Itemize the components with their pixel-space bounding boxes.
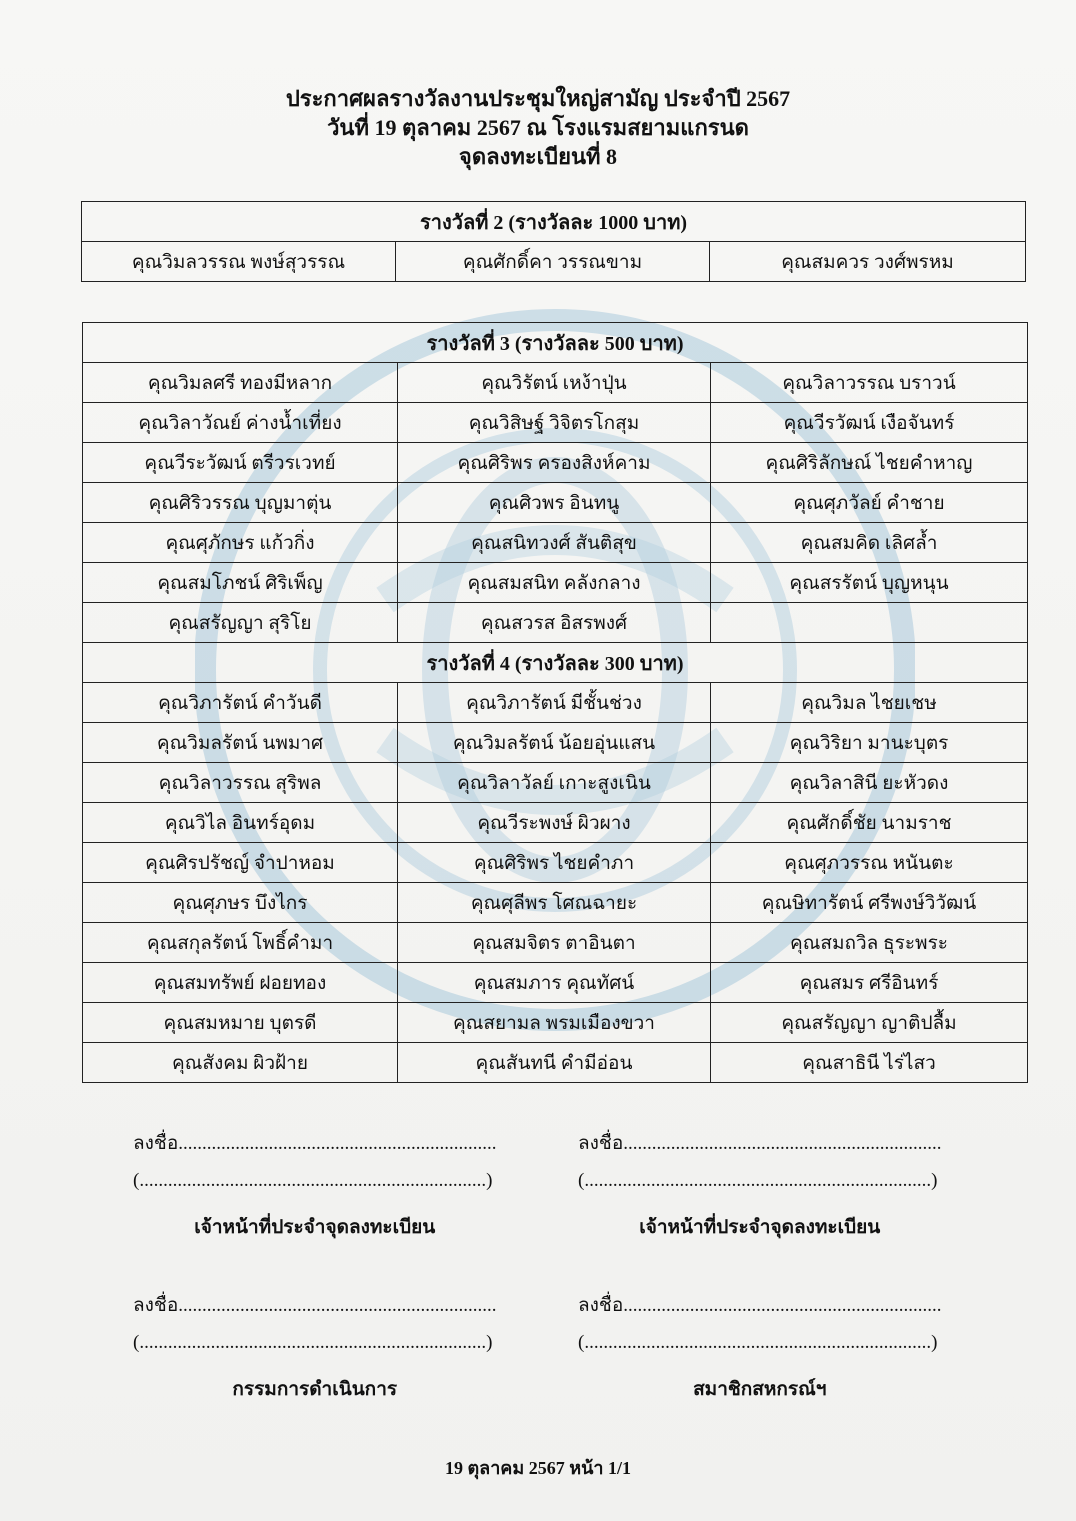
table-row — [83, 403, 1028, 443]
winner-name: คุณวิไล อินทร์อุดม — [83, 803, 398, 843]
winner-name: คุณสาธินี ไร่ไสว — [711, 1043, 1028, 1083]
winner-name: คุณวิลาวัณย์ ค่างน้ำเที่ยง — [83, 403, 398, 443]
winner-name: คุณสันทนี คำมีอ่อน — [398, 1043, 711, 1083]
winner-name — [711, 603, 1028, 643]
signature-role: เจ้าหน้าที่ประจำจุดลงทะเบียน — [639, 1217, 881, 1238]
table-row — [83, 683, 1028, 723]
printed-name-line: (.........................................................................) — [133, 1332, 493, 1353]
winner-name: คุณสวรส อิสรพงศ์ — [398, 603, 711, 643]
table-row — [83, 923, 1028, 963]
signature-role: เจ้าหน้าที่ประจำจุดลงทะเบียน — [194, 1217, 436, 1238]
winner-name: คุณสมคิด เลิศล้ำ — [711, 523, 1028, 563]
table-row — [83, 483, 1028, 523]
table-row — [83, 563, 1028, 603]
winner-name: คุณสมควร วงศ์พรหม — [710, 242, 1026, 282]
signature-line: ลงชื่อ................................................................... — [578, 1133, 942, 1154]
winner-name: คุณสมถวิล ธุระพระ — [711, 923, 1028, 963]
winner-name: คุณวิมลรัตน์ น้อยอุ่นแสน — [398, 723, 711, 763]
table-row — [83, 603, 1028, 643]
winner-name: คุณสมภาร คุณทัศน์ — [398, 963, 711, 1003]
winner-name: คุณวิลาวรรณ สุริพล — [83, 763, 398, 803]
winner-name: คุณศักดิ์ชัย นามราช — [711, 803, 1028, 843]
signature-role: กรรมการดำเนินการ — [232, 1379, 398, 1400]
winner-name: คุณวิลาสินี ยะหัวดง — [711, 763, 1028, 803]
winner-name: คุณสมร ศรีอินทร์ — [711, 963, 1028, 1003]
header-title: ประกาศผลรางวัลงานประชุมใหญ่สามัญ ประจำปี 2567 — [285, 86, 791, 111]
signature-role: สมาชิกสหกรณ์ฯ — [693, 1379, 827, 1400]
table-row — [83, 723, 1028, 763]
printed-name-line: (.........................................................................) — [578, 1332, 938, 1353]
document-header — [0, 84, 1076, 171]
table-row — [83, 363, 1028, 403]
winner-name: คุณศุภักษร แก้วกิ่ง — [83, 523, 398, 563]
winner-name: คุณสกุลรัตน์ โพธิ์คำมา — [83, 923, 398, 963]
winner-name: คุณศิวพร อินทนู — [398, 483, 711, 523]
table-row — [83, 1003, 1028, 1043]
prize-2-title: รางวัลที่ 2 (รางวัลละ 1000 บาท) — [82, 202, 1026, 242]
signature-block-registration-1 — [133, 1128, 496, 1242]
winner-name: คุณศุภษร บึงไกร — [83, 883, 398, 923]
printed-name-line: (.........................................................................) — [133, 1170, 493, 1191]
winner-name: คุณสยามล พรมเมืองขวา — [398, 1003, 711, 1043]
winner-name: คุณสรัญญา สุริโย — [83, 603, 398, 643]
prize-4-title: รางวัลที่ 4 (รางวัลละ 300 บาท) — [83, 643, 1028, 683]
winner-name: คุณวิลาวัลย์ เกาะสูงเนิน — [398, 763, 711, 803]
winner-name: คุณวิมลศรี ทองมีหลาก — [83, 363, 398, 403]
winner-name: คุณวิรัตน์ เหง้าปุ่น — [398, 363, 711, 403]
winner-name: คุณสมโภชน์ ศิริเพ็ญ — [83, 563, 398, 603]
winner-name: คุณศิริพร ไชยคำภา — [398, 843, 711, 883]
header-registration-point: จุดลงทะเบียนที่ 8 — [458, 144, 618, 169]
winner-name: คุณศิริลักษณ์ ไชยคำหาญ — [711, 443, 1028, 483]
winner-name: คุณวิภารัตน์ คำวันดี — [83, 683, 398, 723]
signature-line: ลงชื่อ................................................................... — [133, 1295, 497, 1316]
signature-block-committee — [133, 1290, 496, 1404]
prize-4-section — [83, 643, 1028, 1083]
winner-name: คุณวิสิษฐ์ วิจิตรโกสุม — [398, 403, 711, 443]
winner-name: คุณวีระพงษ์ ผิวผาง — [398, 803, 711, 843]
winner-name: คุณสมสนิท คลังกลาง — [398, 563, 711, 603]
winner-name: คุณสมหมาย บุตรดี — [83, 1003, 398, 1043]
winner-name: คุณสมทรัพย์ ฝอยทอง — [83, 963, 398, 1003]
winner-name: คุณวิลาวรรณ บราวน์ — [711, 363, 1028, 403]
printed-name-line: (.........................................................................) — [578, 1170, 938, 1191]
winner-name: คุณศุลีพร โศณฉายะ — [398, 883, 711, 923]
winner-name: คุณวิมลวรรณ พงษ์สุวรรณ — [82, 242, 396, 282]
table-row — [83, 803, 1028, 843]
prize-3-title: รางวัลที่ 3 (รางวัลละ 500 บาท) — [83, 323, 1028, 363]
table-row — [83, 1043, 1028, 1083]
winner-name: คุณสมจิตร ตาอินตา — [398, 923, 711, 963]
winner-name: คุณวิภารัตน์ มีชั้นช่วง — [398, 683, 711, 723]
winner-name: คุณสังคม ผิวฝ้าย — [83, 1043, 398, 1083]
winner-name: คุณษิทารัตน์ ศรีพงษ์วิวัฒน์ — [711, 883, 1028, 923]
winner-name: คุณสรัญญา ญาติปลื้ม — [711, 1003, 1028, 1043]
winner-name: คุณศุภวัลย์ คำชาย — [711, 483, 1028, 523]
winner-name: คุณศักดิ์คา วรรณขาม — [396, 242, 710, 282]
winner-name: คุณวิริยา มานะบุตร — [711, 723, 1028, 763]
prize-3-4-table — [82, 322, 1028, 1083]
prize-2-table — [81, 201, 1026, 282]
winner-name: คุณสรรัตน์ บุญหนุน — [711, 563, 1028, 603]
table-row — [83, 843, 1028, 883]
winner-name: คุณศิริพร ครองสิงห์คาม — [398, 443, 711, 483]
header-date-venue: วันที่ 19 ตุลาคม 2567 ณ โรงแรมสยามแกรนด — [327, 115, 749, 140]
winner-name: คุณศุภวรรณ หนันตะ — [711, 843, 1028, 883]
table-row — [83, 763, 1028, 803]
winner-name: คุณวีรวัฒน์ เงือจันทร์ — [711, 403, 1028, 443]
winner-name: คุณวิมลรัตน์ นพมาศ — [83, 723, 398, 763]
prize-3-section — [83, 323, 1028, 643]
winner-name: คุณวีระวัฒน์ ตรีวรเวทย์ — [83, 443, 398, 483]
signature-line: ลงชื่อ................................................................... — [578, 1295, 942, 1316]
winner-name: คุณศิรปรัชญ์ จำปาหอม — [83, 843, 398, 883]
signature-block-registration-2 — [578, 1128, 941, 1242]
table-row — [83, 883, 1028, 923]
table-row — [83, 523, 1028, 563]
winner-name: คุณศิริวรรณ บุญมาตุ่น — [83, 483, 398, 523]
winner-name: คุณวิมล ไชยเชษ — [711, 683, 1028, 723]
table-row — [83, 443, 1028, 483]
signature-block-member — [578, 1290, 941, 1404]
winner-name: คุณสนิทวงศ์ สันติสุข — [398, 523, 711, 563]
signature-line: ลงชื่อ................................................................... — [133, 1133, 497, 1154]
table-row — [83, 963, 1028, 1003]
page-footer: 19 ตุลาคม 2567 หน้า 1/1 — [444, 1458, 631, 1478]
